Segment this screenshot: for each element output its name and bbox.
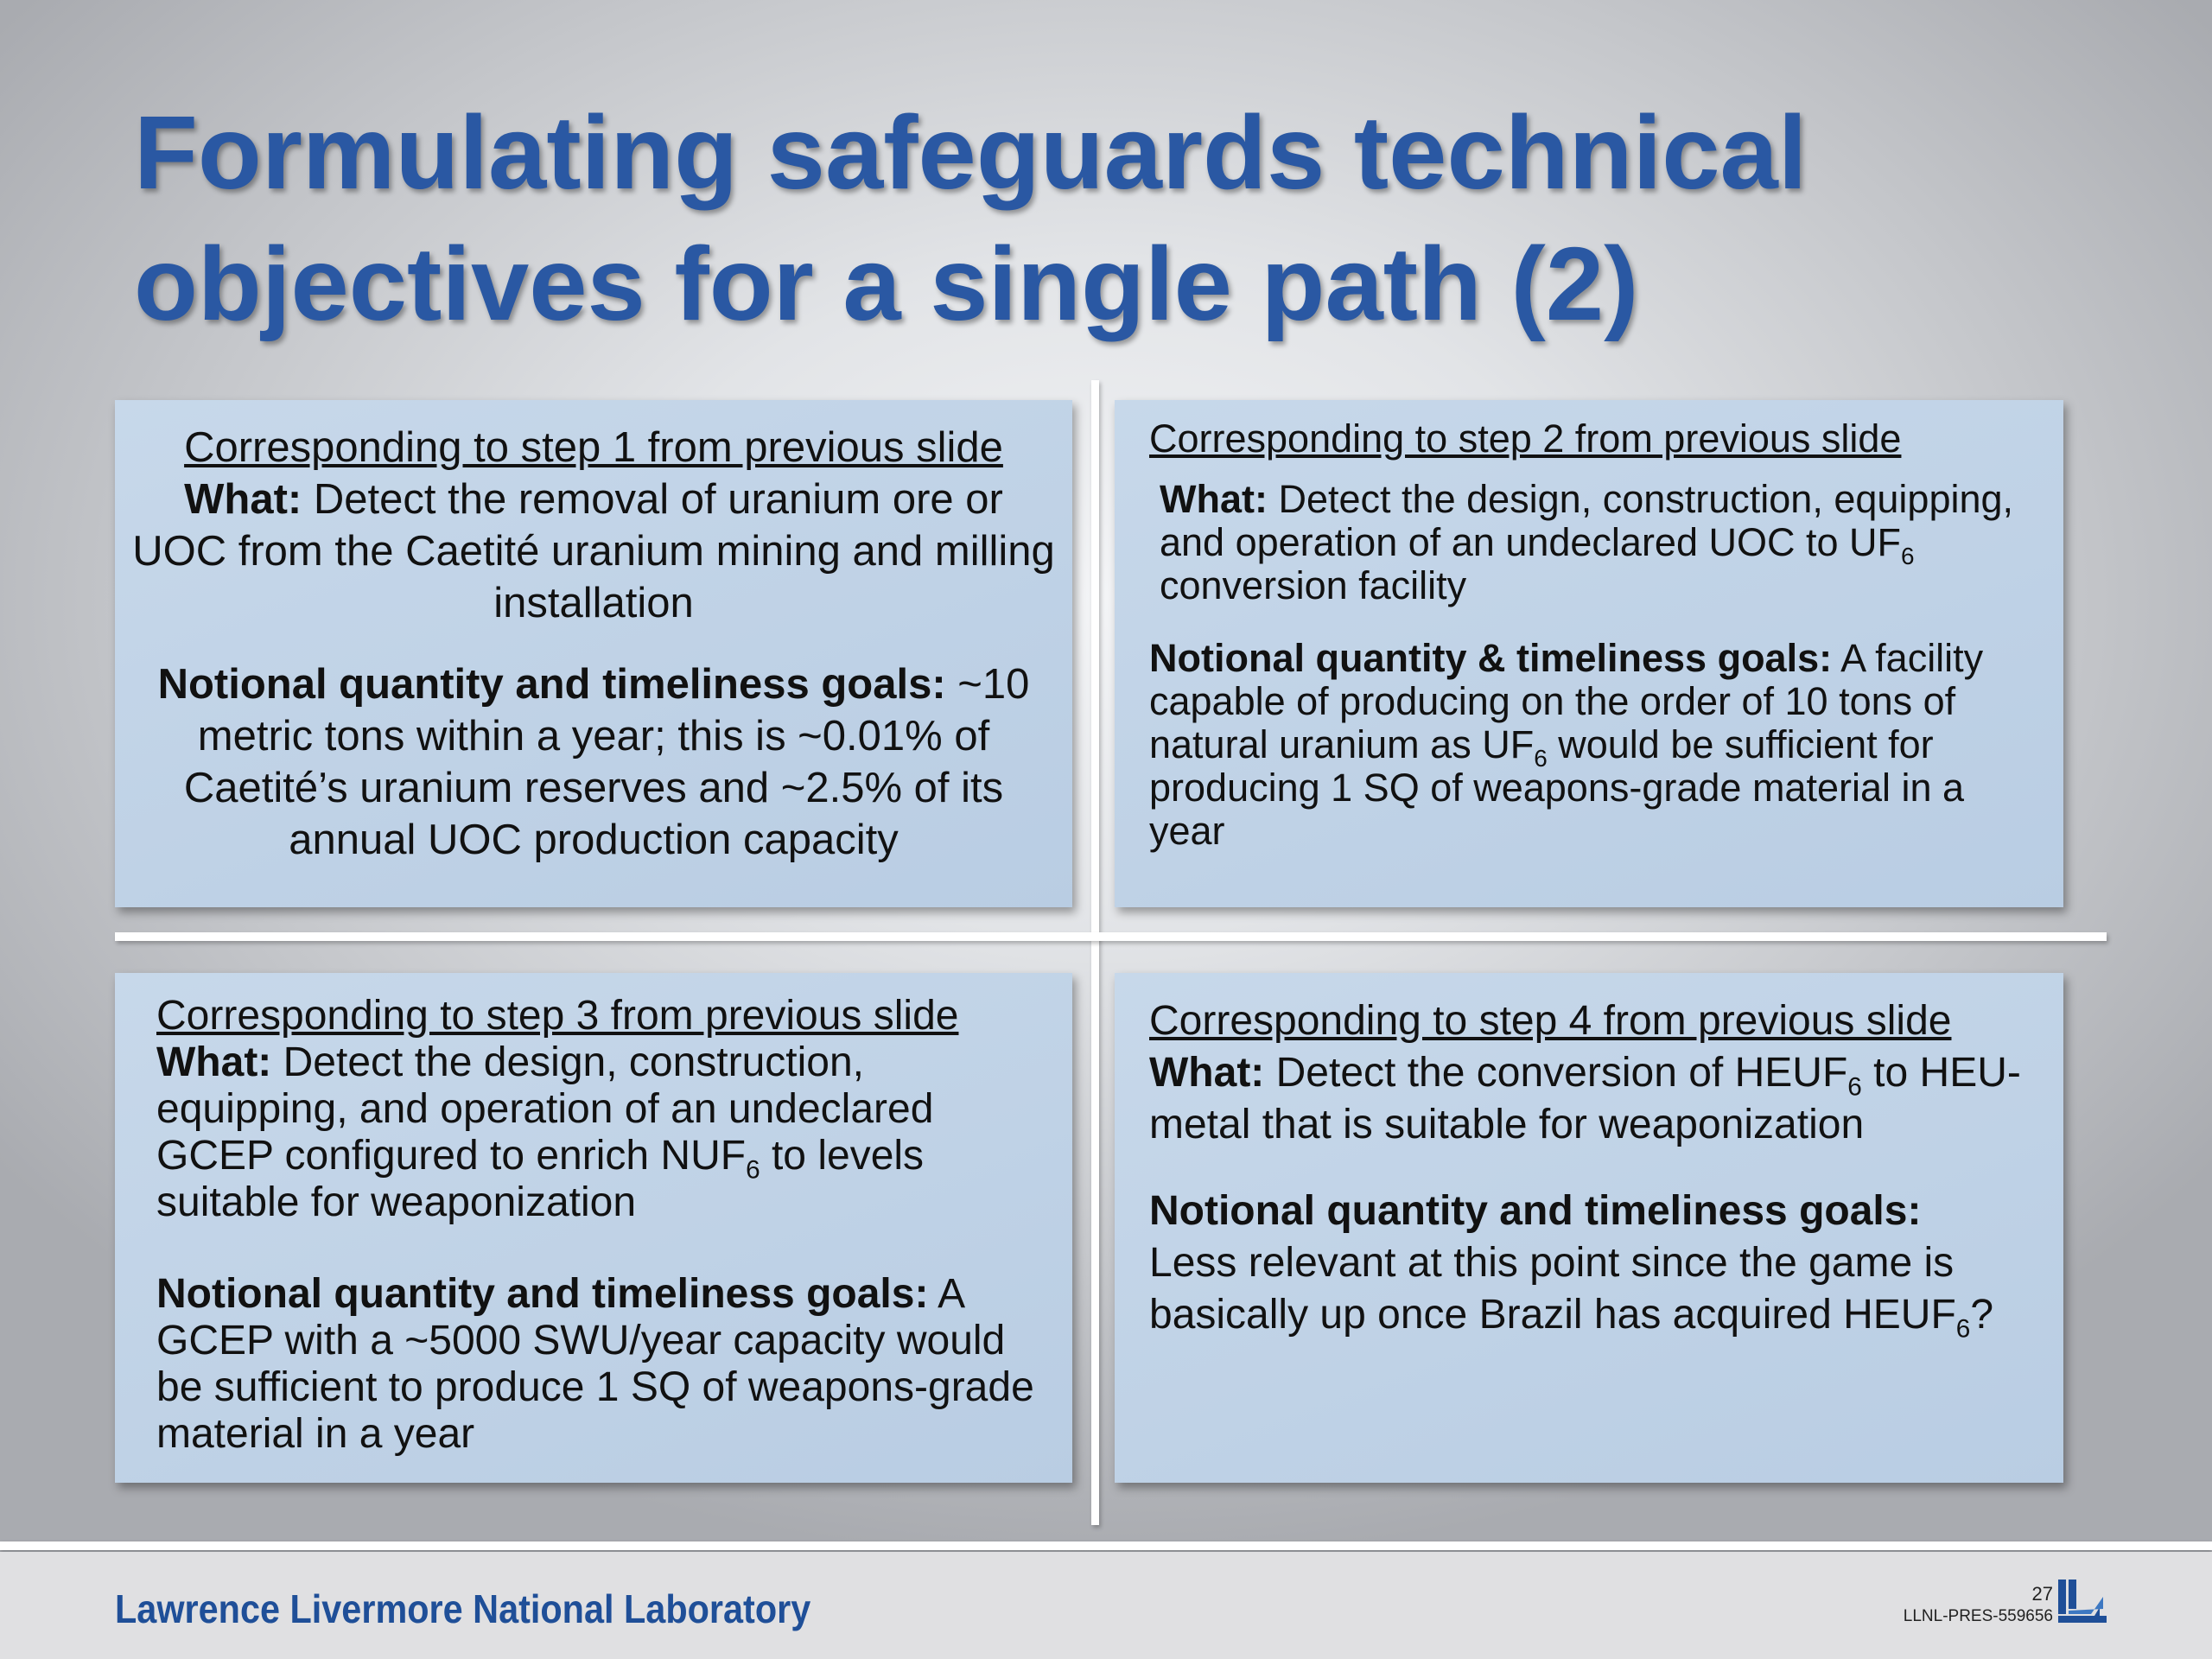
step-1-what-text: Detect the removal of uranium ore or UOC from the Caetité uranium mining and milling installation xyxy=(132,476,1055,626)
step-1-goals xyxy=(132,658,1055,866)
step-3-goals-text: A GCEP with a ~5000 SWU/year capacity would be sufficient to produce 1 SQ of weapons-grade material in a year xyxy=(156,1271,1034,1457)
step-4-what xyxy=(1149,1047,2037,1151)
step-4-goals xyxy=(1149,1185,2037,1344)
step-4-panel xyxy=(1115,973,2063,1483)
slide-title-line-2: objectives for a single path (2) xyxy=(134,225,1639,342)
step-3-goals-label: Notional quantity and timeliness goals: xyxy=(156,1271,929,1317)
step-2-goals-text: A facility capable of producing on the order of 10 tons of natural uranium as UF xyxy=(1149,636,1984,766)
step-4-goals-text: Less relevant at this point since the game is basically up once Brazil has acquired HEUF xyxy=(1149,1240,1956,1338)
step-2-panel xyxy=(1115,400,2063,907)
step-1-what xyxy=(132,474,1055,629)
step-2-goals-text-end: would be sufficient for producing 1 SQ of weapons-grade material in a year xyxy=(1149,722,1965,853)
step-4-what-label: What: xyxy=(1149,1050,1265,1096)
slide-title xyxy=(134,86,2121,349)
step-2-what xyxy=(1149,478,2037,607)
document-id: LLNL-PRES-559656 xyxy=(1903,1607,2053,1625)
step-4-heading: Corresponding to step 4 from previous slide xyxy=(1149,998,1952,1044)
step-1-what-label: What: xyxy=(184,476,302,523)
step-4-what-subscript: 6 xyxy=(1847,1072,1862,1102)
footer-divider xyxy=(0,1541,2212,1550)
step-3-what-label: What: xyxy=(156,1039,272,1085)
step-1-heading: Corresponding to step 1 from previous slide xyxy=(184,424,1003,471)
step-4-goals-text-end: ? xyxy=(1970,1292,1994,1338)
step-3-what-subscript: 6 xyxy=(746,1155,760,1185)
horizontal-divider xyxy=(115,932,2107,941)
step-2-what-label: What: xyxy=(1160,477,1268,521)
step-2-what-subscript: 6 xyxy=(1901,542,1915,569)
step-3-goals xyxy=(156,1271,1046,1458)
lab-name: Lawrence Livermore National Laboratory xyxy=(115,1586,811,1631)
step-4-goals-subscript: 6 xyxy=(1955,1314,1971,1344)
step-3-what xyxy=(156,1039,1046,1226)
step-2-goals xyxy=(1149,637,2037,853)
step-2-heading: Corresponding to step 2 from previous slide xyxy=(1149,416,1902,461)
step-2-what-text: Detect the design, construction, equipping, and operation of an undeclared UOC to UF xyxy=(1160,477,2014,564)
step-4-goals-label: Notional quantity and timeliness goals: xyxy=(1149,1188,1922,1234)
step-1-goals-label: Notional quantity and timeliness goals: xyxy=(157,661,946,708)
vertical-divider xyxy=(1091,380,1099,1525)
page-number: 27 xyxy=(2031,1583,2053,1605)
step-2-goals-label: Notional quantity & timeliness goals: xyxy=(1149,636,1833,680)
step-3-what-text-end: to levels suitable for weaponization xyxy=(156,1133,925,1225)
slide-title-line-1: Formulating safeguards technical xyxy=(134,93,1808,211)
step-4-what-text-end: to HEU-metal that is suitable for weaponization xyxy=(1149,1050,2021,1147)
step-3-panel xyxy=(115,973,1072,1483)
step-2-what-text-end: conversion facility xyxy=(1160,563,1467,607)
step-1-goals-text: ~10 metric tons within a year; this is ~0.01% of Caetité’s uranium reserves and ~2.5% of its annual UOC production capacity xyxy=(183,661,1030,863)
step-2-goals-subscript: 6 xyxy=(1534,744,1548,772)
step-3-what-text: Detect the design, construction, equipping, and operation of an undeclared GCEP configured to enrich NUF xyxy=(156,1039,934,1179)
step-1-panel xyxy=(115,400,1072,907)
llnl-logo-icon xyxy=(2056,1578,2108,1626)
step-4-what-text: Detect the conversion of HEUF xyxy=(1275,1050,1848,1096)
step-3-heading: Corresponding to step 3 from previous slide xyxy=(156,993,959,1039)
